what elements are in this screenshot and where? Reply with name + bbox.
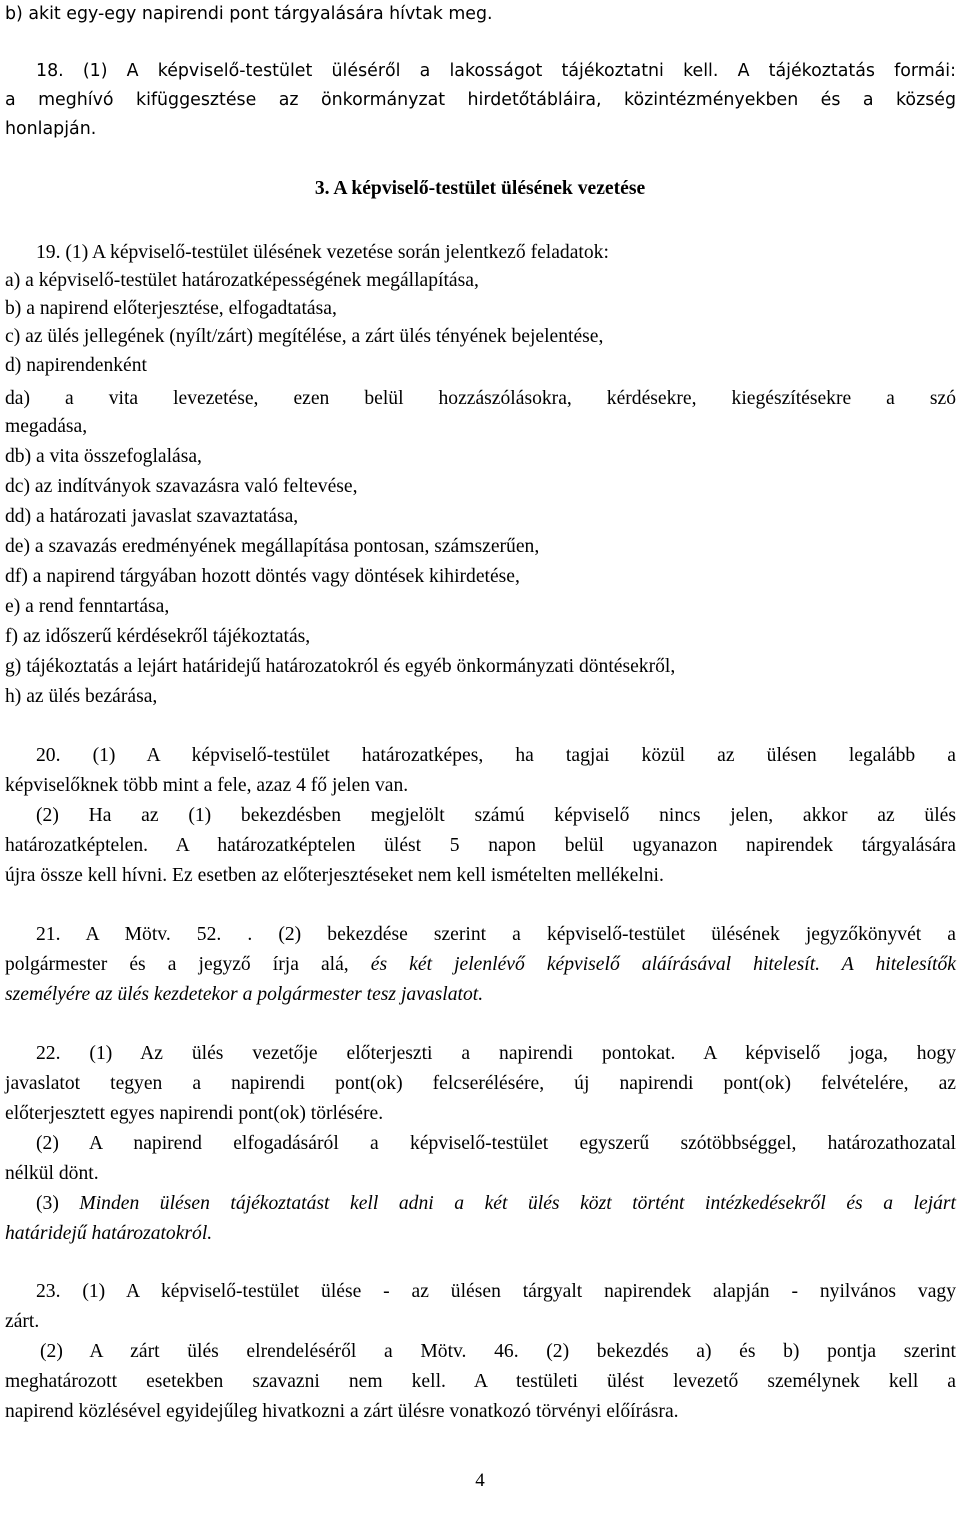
- text-line: 21. A Mötv. 52. . (2) bekezdése szerint a képviselő-testület ülésének jegyzőkönyvét a: [36, 924, 956, 945]
- text-line: d) napirendenként: [5, 355, 147, 376]
- text-line: [36, 1189, 956, 1218]
- text-line: határozatképtelen. A határozatképtelen ülést 5 napon belül ugyanazon napirendek tárgyalására: [5, 835, 956, 856]
- text-line: b) a napirend előterjesztése, elfogadtatása,: [5, 298, 337, 319]
- text-line: (2) A napirend elfogadásáról a képviselő-testület egyszerű szótöbbséggel, határozathozatal: [36, 1133, 956, 1154]
- text-line: a) a képviselő-testület határozatképességének megállapítása,: [5, 270, 479, 291]
- italic-text-span: és két jelenlévő képviselő aláírásával hitelesít. A hitelesítők: [370, 954, 956, 975]
- text-line: honlapján.: [5, 119, 97, 139]
- text-line: c) az ülés jellegének (nyílt/zárt) megítélése, a zárt ülés tényének bejelentése,: [5, 326, 604, 347]
- text-line: (2) A zárt ülés elrendeléséről a Mötv. 46. (2) bekezdés a) és b) pontja szerint: [40, 1341, 956, 1362]
- page-number: 4: [475, 1470, 485, 1491]
- italic-text-span: Minden ülésen tájékoztatást kell adni a két ülés közt történt intézkedésekről és a lejárt: [79, 1193, 956, 1214]
- text-line: 20. (1) A képviselő-testület határozatképes, ha tagjai közül az ülésen legalább a: [36, 745, 956, 766]
- text-line: [5, 950, 956, 979]
- text-line: g) tájékoztatás a lejárt határidejű határozatokról és egyéb önkormányzati döntésekről,: [5, 656, 676, 677]
- text-line: h) az ülés bezárása,: [5, 686, 158, 707]
- text-line: 22. (1) Az ülés vezetője előterjeszti a napirendi pontokat. A képviselő joga, hogy: [36, 1043, 956, 1064]
- text-span: (3): [36, 1193, 80, 1214]
- text-line: személyére az ülés kezdetekor a polgármester tesz javaslatot.: [5, 984, 484, 1005]
- text-line: képviselőknek több mint a fele, azaz 4 fő jelen van.: [5, 775, 409, 796]
- text-line: megadása,: [5, 416, 88, 437]
- text-line: 18. (1) A képviselő-testület üléséről a lakosságot tájékoztatni kell. A tájékoztatás formái:: [36, 61, 956, 81]
- text-line: (2) Ha az (1) bekezdésben megjelölt számú képviselő nincs jelen, akkor az ülés: [36, 805, 956, 826]
- text-line: da) a vita levezetése, ezen belül hozzászólásokra, kérdésekre, kiegészítésekre a szó: [5, 388, 956, 409]
- text-line: db) a vita összefoglalása,: [5, 446, 202, 467]
- text-line: 23. (1) A képviselő-testület ülése - az ülésen tárgyalt napirendek alapján - nyilvános vagy: [36, 1281, 956, 1302]
- text-line: a meghívó kifüggesztése az önkormányzat hirdetőtábláira, közintézményekben és a község: [5, 90, 956, 110]
- text-line: újra össze kell hívni. Ez esetben az előterjesztéseket nem kell ismételten mellékelni.: [5, 865, 664, 886]
- text-line: f) az időszerű kérdésekről tájékoztatás,: [5, 626, 311, 647]
- text-line: b) akit egy-egy napirendi pont tárgyalására hívtak meg.: [5, 4, 493, 24]
- text-line: de) a szavazás eredményének megállapítása pontosan, számszerűen,: [5, 536, 540, 557]
- text-line: javaslatot tegyen a napirendi pont(ok) felcserélésére, új napirendi pont(ok) felvételére, az: [5, 1073, 956, 1094]
- text-line: dd) a határozati javaslat szavaztatása,: [5, 506, 299, 527]
- text-line: e) a rend fenntartása,: [5, 596, 170, 617]
- text-line: meghatározott esetekben szavazni nem kell. A testületi ülést levezető személynek kell a: [5, 1371, 956, 1392]
- text-line: nélkül dönt.: [5, 1163, 99, 1184]
- section-heading: 3. A képviselő-testület ülésének vezetése: [314, 178, 646, 199]
- text-line: dc) az indítványok szavazásra való feltevése,: [5, 476, 358, 497]
- text-line: határidejű határozatokról.: [5, 1223, 213, 1244]
- text-line: zárt.: [5, 1311, 40, 1332]
- text-line: df) a napirend tárgyában hozott döntés vagy döntések kihirdetése,: [5, 566, 520, 587]
- text-span: polgármester és a jegyző írja alá,: [5, 954, 371, 975]
- text-line: előterjesztett egyes napirendi pont(ok) törlésére.: [5, 1103, 384, 1124]
- text-line: napirend közlésével egyidejűleg hivatkozni a zárt ülésre vonatkozó törvényi előírásra.: [5, 1401, 679, 1422]
- text-line: 19. (1) A képviselő-testület ülésének vezetése során jelentkező feladatok:: [36, 242, 609, 263]
